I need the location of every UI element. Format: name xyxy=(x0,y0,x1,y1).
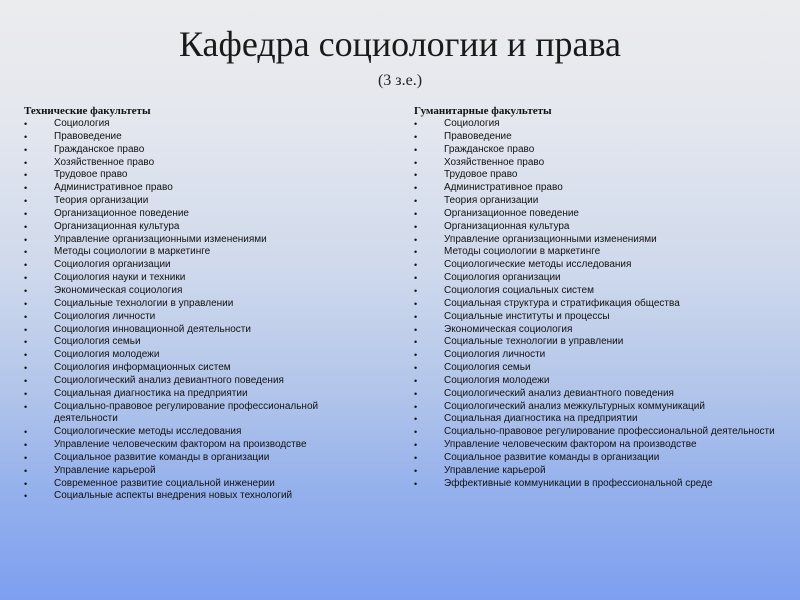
list-item: • Гражданское право xyxy=(24,144,384,157)
list-item: • Экономическая социология xyxy=(414,324,786,337)
list-item: • Социальные технологии в управлении xyxy=(24,298,384,311)
list-item: • Социальные институты и процессы xyxy=(414,311,786,324)
list-item: • Социология семьи xyxy=(414,362,786,375)
list-item: • Социальное развитие команды в организации xyxy=(24,452,384,465)
list-item: • Социальная структура и стратификация общества xyxy=(414,298,786,311)
list-item: • Социология науки и техники xyxy=(24,272,384,285)
list-item: • Социальные технологии в управлении xyxy=(414,336,786,349)
list-item: • Хозяйственное право xyxy=(24,157,384,170)
list-item: • Современное развитие социальной инженерии xyxy=(24,478,384,491)
page-subtitle: (3 з.е.) xyxy=(377,72,423,89)
list-item: • Теория организации xyxy=(24,195,384,208)
course-list xyxy=(414,118,786,490)
list-item: • Социология семьи xyxy=(24,336,384,349)
list-item: • Социология xyxy=(414,118,786,131)
list-item: • Социология организации xyxy=(414,272,786,285)
list-item: • Управление человеческим фактором на производстве xyxy=(414,439,786,452)
list-item: • Социологический анализ девиантного поведения xyxy=(24,375,384,388)
list-item: • Административное право xyxy=(414,182,786,195)
list-item: • Экономическая социология xyxy=(24,285,384,298)
list-item: • Социальные аспекты внедрения новых технологий xyxy=(24,490,384,503)
list-item: • Социологические методы исследования xyxy=(414,259,786,272)
list-item: • Эффективные коммуникации в профессиональной среде xyxy=(414,478,786,491)
list-item: • Организационная культура xyxy=(414,221,786,234)
list-item: • Хозяйственное право xyxy=(414,157,786,170)
list-item: • Социологический анализ межкультурных коммуникаций xyxy=(414,401,786,414)
humanities-faculties-column xyxy=(414,104,786,490)
list-item: • Социология информационных систем xyxy=(24,362,384,375)
column-heading: Технические факультеты xyxy=(24,105,151,117)
list-item: • Управление организационными изменениями xyxy=(24,234,384,247)
list-item: • Трудовое право xyxy=(414,169,786,182)
list-item: • Социология молодежи xyxy=(414,375,786,388)
list-item: • Социология социальных систем xyxy=(414,285,786,298)
list-item: • Социология xyxy=(24,118,384,131)
page-title: Кафедра социологии и права xyxy=(179,24,621,64)
list-item: • Правоведение xyxy=(24,131,384,144)
list-item: • Социология молодежи xyxy=(24,349,384,362)
list-item: • Методы социологии в маркетинге xyxy=(24,246,384,259)
list-item: • Социология личности xyxy=(24,311,384,324)
list-item: • Социальное развитие команды в организации xyxy=(414,452,786,465)
column-heading: Гуманитарные факультеты xyxy=(414,105,552,117)
list-item: • Социально-правовое регулирование профессиональной деятельности xyxy=(24,401,384,427)
list-item: • Управление человеческим фактором на производстве xyxy=(24,439,384,452)
list-item: • Социология инновационной деятельности xyxy=(24,324,384,337)
list-item: • Социальная диагностика на предприятии xyxy=(24,388,384,401)
list-item: • Социология личности xyxy=(414,349,786,362)
technical-faculties-column xyxy=(24,104,384,503)
list-item: • Теория организации xyxy=(414,195,786,208)
list-item: • Социальная диагностика на предприятии xyxy=(414,413,786,426)
list-item: • Гражданское право xyxy=(414,144,786,157)
list-item: • Трудовое право xyxy=(24,169,384,182)
course-list xyxy=(24,118,384,503)
list-item: • Административное право xyxy=(24,182,384,195)
list-item: • Методы социологии в маркетинге xyxy=(414,246,786,259)
list-item: • Социологические методы исследования xyxy=(24,426,384,439)
list-item: • Организационное поведение xyxy=(24,208,384,221)
list-item: • Организационное поведение xyxy=(414,208,786,221)
list-item: • Социологический анализ девиантного поведения xyxy=(414,388,786,401)
list-item: • Социально-правовое регулирование профессиональной деятельности xyxy=(414,426,786,439)
list-item: • Управление карьерой xyxy=(24,465,384,478)
list-item: • Социология организации xyxy=(24,259,384,272)
list-item: • Правоведение xyxy=(414,131,786,144)
list-item: • Организационная культура xyxy=(24,221,384,234)
list-item: • Управление организационными изменениями xyxy=(414,234,786,247)
list-item: • Управление карьерой xyxy=(414,465,786,478)
